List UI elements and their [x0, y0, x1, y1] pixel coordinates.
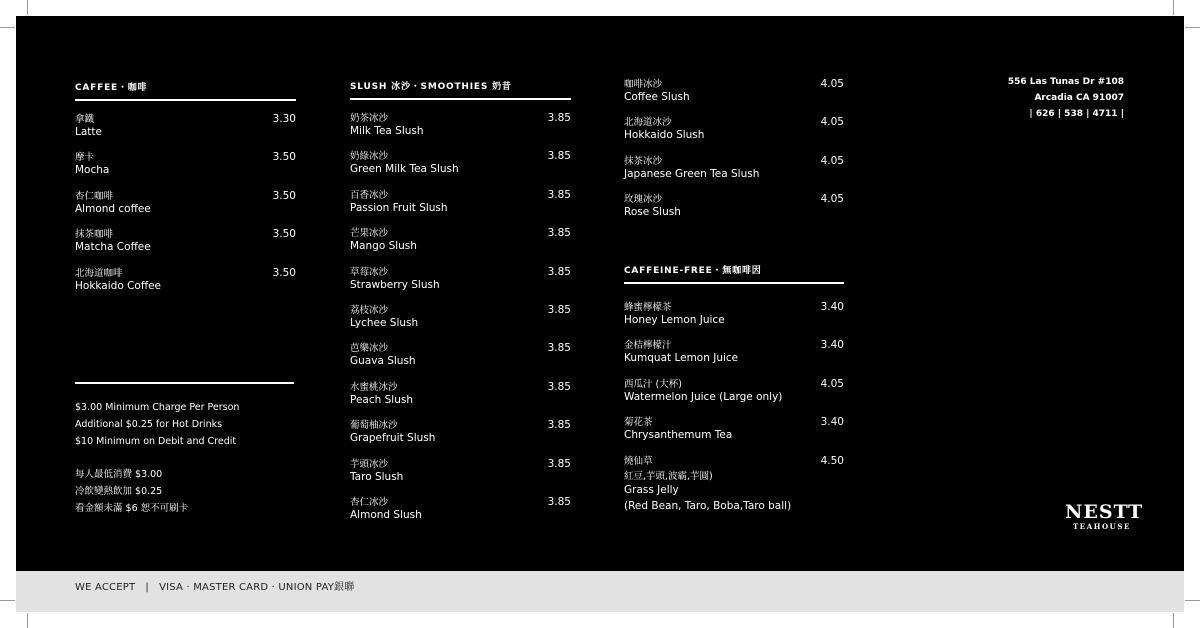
crop-mark — [1185, 27, 1200, 28]
item-name-zh: 蜂蜜檸檬茶 — [624, 302, 672, 313]
caffee-section — [75, 80, 296, 303]
item-name-en: Hokkaido Coffee — [75, 279, 161, 292]
item-name-en: Watermelon Juice (Large only) — [624, 390, 783, 403]
item-name-zh: 菊花茶 — [624, 417, 653, 429]
section-divider — [75, 99, 296, 101]
item-price: 3.50 — [272, 228, 296, 241]
item-price: 3.85 — [547, 457, 571, 470]
notes-en — [75, 399, 335, 450]
slush-section — [350, 79, 571, 532]
crop-mark — [0, 600, 15, 601]
item-name-zh: 拿鐵 — [75, 114, 95, 125]
item-name-en: Honey Lemon Juice — [624, 314, 725, 326]
menu-item — [624, 76, 844, 114]
item-name-en: Rose Slush — [624, 206, 681, 219]
caffeine-free-section — [624, 263, 844, 513]
menu-item — [350, 110, 571, 148]
note-line: $10 Minimum on Debit and Credit — [75, 436, 237, 447]
item-name-en: Lychee Slush — [350, 316, 419, 329]
slush-heading: SLUSH 冰沙・SMOOTHIES 奶昔 — [350, 82, 512, 92]
menu-item — [75, 149, 296, 187]
item-name-en: Milk Tea Slush — [350, 125, 424, 137]
item-name-zh: 草莓冰沙 — [350, 266, 389, 278]
item-name-en: Kumquat Lemon Juice — [624, 352, 739, 365]
item-price: 4.05 — [820, 154, 844, 167]
item-name-en: Peach Slush — [350, 393, 413, 406]
item-name-zh: 金桔檸檬汁 — [624, 340, 672, 352]
menu-item — [350, 417, 571, 455]
menu-item — [624, 153, 844, 191]
item-name-zh: 燒仙草 — [624, 455, 653, 467]
item-name-zh: 玫瑰冰沙 — [624, 194, 663, 206]
item-name-zh: 芒果冰沙 — [350, 228, 389, 240]
menu-item — [350, 494, 571, 532]
menu-item — [624, 453, 844, 513]
item-price: 3.30 — [272, 113, 296, 125]
item-name-zh: 奶茶冰沙 — [350, 113, 389, 124]
menu-item — [75, 226, 296, 264]
note-line: Additional $0.25 for Hot Drinks — [75, 419, 223, 430]
notes-divider — [75, 382, 294, 384]
item-price: 3.85 — [547, 188, 571, 201]
item-name-zh: 北海道咖啡 — [75, 267, 123, 279]
item-name-en: Mocha — [75, 164, 110, 177]
item-name-en: Strawberry Slush — [350, 278, 440, 291]
item-price: 3.50 — [272, 189, 296, 202]
item-name-en: Passion Fruit Slush — [350, 201, 448, 214]
note-line: 冷飲變熱飲加 $0.25 — [75, 486, 163, 497]
item-price: 3.85 — [547, 342, 571, 355]
item-toppings-zh: 紅豆,芋頭,波霸,芋圓) — [624, 470, 713, 482]
menu-item — [75, 111, 296, 149]
menu-item — [350, 148, 571, 186]
crop-mark — [1173, 0, 1174, 15]
item-price: 4.05 — [820, 193, 844, 206]
notes-section — [75, 399, 335, 517]
item-price: 3.50 — [272, 266, 296, 279]
item-price: 4.50 — [820, 454, 844, 467]
item-name-en: Hokkaido Slush — [624, 129, 705, 142]
menu-item — [350, 302, 571, 340]
crop-mark — [0, 27, 15, 28]
item-price: 3.85 — [547, 227, 571, 240]
logo-subtitle: TEAHOUSE — [1073, 522, 1131, 531]
note-line: $3.00 Minimum Charge Per Person — [75, 402, 240, 413]
item-name-zh: 杏仁咖啡 — [75, 190, 114, 202]
menu-panel — [16, 16, 1184, 571]
item-name-zh: 杏仁冰沙 — [350, 496, 389, 508]
item-name-zh: 奶綠冰沙 — [350, 151, 389, 163]
slush-list — [350, 110, 571, 532]
item-price: 3.85 — [547, 265, 571, 278]
section-divider — [350, 98, 571, 100]
item-name-en: Almond coffee — [75, 202, 151, 215]
menu-item — [624, 376, 844, 414]
item-name-en: Japanese Green Tea Slush — [624, 167, 760, 180]
crop-mark — [27, 0, 28, 15]
phone-number: | 626 | 538 | 4711 | — [1029, 109, 1124, 119]
item-name-zh: 摩卡 — [75, 152, 95, 164]
menu-item — [350, 340, 571, 378]
item-name-en: Taro Slush — [350, 470, 404, 483]
item-name-en: Coffee Slush — [624, 91, 690, 103]
slush-continued-section — [624, 76, 844, 230]
item-name-zh: 百香冰沙 — [350, 189, 389, 201]
notes-zh — [75, 466, 335, 517]
crop-mark — [27, 613, 28, 628]
menu-item — [624, 337, 844, 375]
item-name-en: Almond Slush — [350, 508, 422, 521]
item-name-en: Green Milk Tea Slush — [350, 163, 459, 176]
item-name-en: Latte — [75, 126, 102, 138]
item-name-zh: 北海道冰沙 — [624, 117, 672, 129]
item-name-zh: 芭樂冰沙 — [350, 343, 389, 355]
caffee-heading: CAFFEE・咖啡 — [75, 83, 148, 93]
item-price: 4.05 — [820, 377, 844, 390]
payment-footer — [16, 571, 1184, 612]
address-line: Arcadia CA 91007 — [1034, 93, 1124, 103]
item-price: 3.85 — [547, 380, 571, 393]
item-name-en: Guava Slush — [350, 355, 416, 368]
note-line: 看金額未滿 $6 恕不可刷卡 — [75, 503, 189, 514]
menu-item — [75, 188, 296, 226]
note-line: 每人最低消費 $3.00 — [75, 469, 163, 480]
item-price: 4.05 — [820, 78, 844, 90]
menu-item — [624, 114, 844, 152]
item-price: 3.85 — [547, 303, 571, 316]
caffeine-free-heading: CAFFEINE-FREE・無咖啡因 — [624, 266, 762, 276]
menu-item — [75, 265, 296, 303]
item-name-zh: 水蜜桃冰沙 — [350, 381, 398, 393]
payment-methods: WE ACCEPT | VISA · MASTER CARD · UNION PAY銀聯 — [75, 582, 355, 593]
menu-item — [624, 414, 844, 452]
item-name-zh: 西瓜汁 (大杯) — [624, 378, 682, 390]
menu-item — [350, 225, 571, 263]
item-price: 4.05 — [820, 116, 844, 129]
menu-item — [350, 456, 571, 494]
item-name-zh: 芋頭冰沙 — [350, 458, 389, 470]
item-name-en: Grapefruit Slush — [350, 432, 436, 445]
crop-mark — [1173, 613, 1174, 628]
logo-wordmark: NESTT — [1065, 501, 1144, 523]
menu-item — [350, 187, 571, 225]
caffeine-free-list — [624, 299, 844, 453]
item-price: 3.85 — [547, 150, 571, 163]
item-price: 3.85 — [547, 112, 571, 124]
item-name-en: Matcha Coffee — [75, 241, 151, 254]
store-address — [1008, 74, 1124, 122]
menu-item — [624, 299, 844, 337]
item-name-en: Chrysanthemum Tea — [624, 429, 733, 442]
crop-mark — [1185, 600, 1200, 601]
menu-item — [350, 264, 571, 302]
nestt-logo — [1065, 501, 1144, 531]
item-price: 3.40 — [820, 339, 844, 352]
item-name-zh: 咖啡冰沙 — [624, 79, 663, 90]
item-name-zh: 抹茶咖啡 — [75, 229, 114, 241]
menu-item — [350, 379, 571, 417]
menu-item — [624, 191, 844, 229]
item-name-zh: 抹茶冰沙 — [624, 155, 663, 167]
caffee-list — [75, 111, 296, 303]
address-line: 556 Las Tunas Dr #108 — [1007, 77, 1124, 87]
item-price: 3.40 — [820, 301, 844, 313]
section-divider — [624, 282, 844, 284]
slush2-list — [624, 76, 844, 230]
item-price: 3.85 — [547, 419, 571, 432]
item-name-zh: 葡萄柚冰沙 — [350, 420, 398, 432]
item-price: 3.85 — [547, 495, 571, 508]
item-price: 3.40 — [820, 416, 844, 429]
item-name-zh: 荔枝冰沙 — [350, 304, 389, 316]
item-price: 3.50 — [272, 151, 296, 164]
item-name-en: Mango Slush — [350, 240, 417, 253]
item-toppings-en: (Red Bean, Taro, Boba,Taro ball) — [624, 499, 792, 512]
item-name-en: Grass Jelly — [624, 483, 679, 496]
